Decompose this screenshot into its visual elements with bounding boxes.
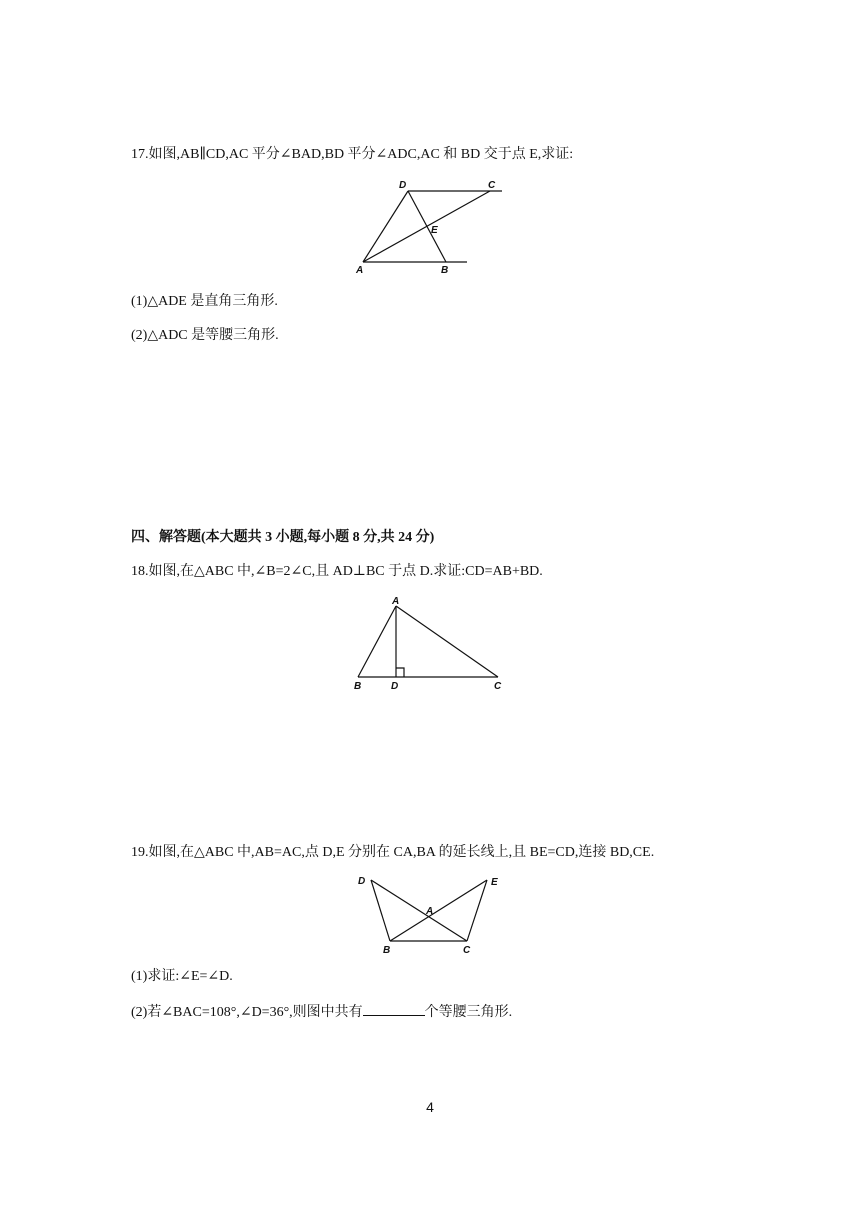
q17-part2: (2)△ADC 是等腰三角形.: [131, 328, 279, 343]
q19-stem: 19.如图,在△ABC 中,AB=AC,点 D,E 分别在 CA,BA 的延长线上,且 BE=CD,连接 BD,CE.: [131, 845, 655, 860]
q19-label-a: A: [426, 906, 434, 917]
q19-figure: [350, 871, 510, 966]
q17-line-ad: [363, 191, 408, 262]
q17-label-b: B: [441, 265, 449, 276]
q19-line-be: [390, 880, 487, 941]
q19-part1: (1)求证:∠E=∠D.: [131, 969, 233, 984]
q18-figure: [350, 594, 510, 699]
q17-label-e: E: [431, 225, 438, 236]
q18-label-a: A: [392, 596, 400, 607]
q17-part1: (1)△ADE 是直角三角形.: [131, 294, 278, 309]
q18-stem: 18.如图,在△ABC 中,∠B=2∠C,且 AD⊥BC 于点 D.求证:CD=AB+BD.: [131, 564, 543, 579]
answer-blank[interactable]: [363, 1003, 425, 1016]
q18-line-ab: [358, 606, 396, 677]
q18-line-ac: [396, 606, 498, 677]
q19-part2: [131, 1003, 512, 1022]
q19-label-b: B: [383, 945, 391, 956]
section-title: 四、解答题(本大题共 3 小题,每小题 8 分,共 24 分): [131, 530, 435, 545]
q17-figure: [350, 176, 510, 281]
q19-label-d: D: [358, 876, 366, 887]
q17-label-d: D: [399, 180, 407, 191]
q19-line-db: [371, 880, 390, 941]
q19-line-dc: [371, 880, 467, 941]
q19-part2-before: (2)若∠BAC=108°,∠D=36°,则图中共有: [131, 1005, 363, 1020]
q18-right-angle-mark: [396, 668, 404, 677]
q19-line-ec: [467, 880, 487, 941]
q18-label-c: C: [494, 681, 502, 692]
q19-label-c: C: [463, 945, 471, 956]
q18-label-d: D: [391, 681, 399, 692]
q17-label-c: C: [488, 180, 496, 191]
q19-label-e: E: [491, 877, 498, 888]
q17-stem: 17.如图,AB∥CD,AC 平分∠BAD,BD 平分∠ADC,AC 和 BD 交于点 E,求证:: [131, 147, 574, 162]
q18-label-b: B: [354, 681, 362, 692]
q17-line-ac: [363, 191, 490, 262]
page-number: 4: [426, 1099, 434, 1115]
q19-part2-after: 个等腰三角形.: [424, 1005, 513, 1020]
q17-label-a: A: [356, 265, 364, 276]
